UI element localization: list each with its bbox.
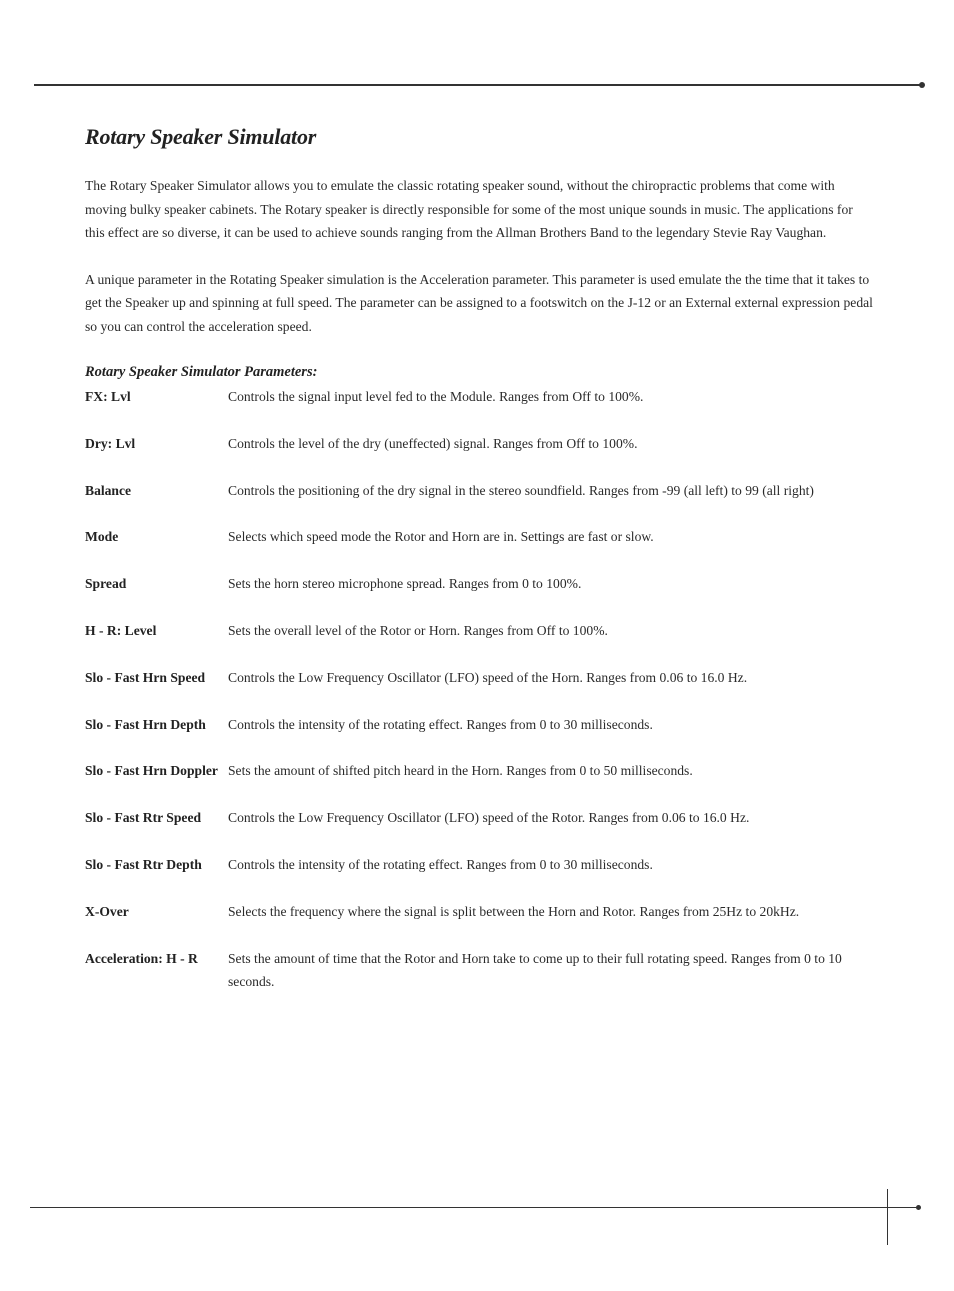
top-rule: [34, 84, 920, 86]
top-rule-dot: [919, 82, 925, 88]
bottom-rule: [30, 1207, 918, 1208]
param-row: [85, 853, 875, 876]
param-row: [85, 759, 875, 782]
param-row: [85, 666, 875, 689]
param-name: Slo - Fast Rtr Depth: [85, 856, 202, 872]
param-desc: Sets the amount of shifted pitch heard in the Horn. Ranges from 0 to 50 milliseconds.: [228, 763, 693, 779]
page-title: Rotary Speaker Simulator: [85, 124, 317, 149]
param-name: Slo - Fast Hrn Doppler: [85, 763, 218, 779]
param-row: [85, 619, 875, 642]
param-desc: Controls the Low Frequency Oscillator (LFO) speed of the Horn. Ranges from 0.06 to 16.0 Hz.: [228, 669, 748, 685]
param-desc: Controls the intensity of the rotating effect. Ranges from 0 to 30 milliseconds.: [228, 716, 653, 732]
params-list: [85, 385, 875, 993]
param-name: Acceleration: H - R: [85, 950, 198, 966]
param-name: FX: Lvl: [85, 389, 131, 404]
param-row: [85, 900, 875, 923]
param-desc: Selects which speed mode the Rotor and Horn are in. Settings are fast or slow.: [228, 529, 654, 545]
param-name: Slo - Fast Rtr Speed: [85, 810, 202, 826]
param-desc: Sets the horn stereo microphone spread. Ranges from 0 to 100%.: [228, 576, 582, 592]
param-row: [85, 713, 875, 736]
param-desc: Controls the intensity of the rotating effect. Ranges from 0 to 30 milliseconds.: [228, 856, 653, 872]
bottom-corner-mark: [887, 1189, 888, 1245]
param-row: [85, 432, 875, 455]
acceleration-paragraph: A unique parameter in the Rotating Speaker simulation is the Acceleration parameter. This parameter is used emulate the the time that it takes to get the Speaker up and spinning at full speed. The parameter can be assigned to a footswitch on the J-12 or an External external expression pedal so you can control the acceleration speed.: [85, 271, 873, 334]
param-desc: Controls the signal input level fed to the Module. Ranges from Off to 100%.: [228, 389, 644, 404]
page-content: [85, 124, 875, 1016]
param-desc: Sets the amount of time that the Rotor and Horn take to come up to their full rotating speed. Ranges from 0 to 10 seconds.: [228, 950, 842, 989]
param-name: H - R: Level: [85, 622, 157, 638]
param-name: X-Over: [85, 903, 129, 919]
param-row: [85, 572, 875, 595]
param-name: Slo - Fast Hrn Depth: [85, 716, 206, 732]
param-desc: Selects the frequency where the signal is split between the Horn and Rotor. Ranges from 25Hz to 20kHz.: [228, 903, 800, 919]
param-row: [85, 947, 875, 993]
param-desc: Sets the overall level of the Rotor or Horn. Ranges from Off to 100%.: [228, 622, 608, 638]
param-name: Balance: [85, 482, 132, 498]
param-desc: Controls the level of the dry (uneffected) signal. Ranges from Off to 100%.: [228, 435, 638, 451]
params-heading: Rotary Speaker Simulator Parameters:: [85, 364, 318, 380]
param-row: [85, 525, 875, 548]
param-name: Mode: [85, 529, 119, 545]
param-row: [85, 385, 875, 408]
param-row: [85, 806, 875, 829]
param-desc: Controls the positioning of the dry signal in the stereo soundfield. Ranges from -99 (all left) to 99 (all right): [228, 482, 814, 498]
param-name: Spread: [85, 576, 127, 592]
intro-paragraph: The Rotary Speaker Simulator allows you to emulate the classic rotating speaker sound, without the chiropractic problems that come with moving bulky speaker cabinets. The Rotary speaker is directly responsible for some of the most unique sounds in music. The applications for this effect are so diverse, it can be used to achieve sounds ranging from the Allman Brothers Band to the legendary Stevie Ray Vaughan.: [85, 178, 853, 240]
bottom-rule-dot: [916, 1205, 921, 1210]
param-desc: Controls the Low Frequency Oscillator (LFO) speed of the Rotor. Ranges from 0.06 to 16.0 Hz.: [228, 810, 750, 826]
param-name: Dry: Lvl: [85, 435, 136, 451]
param-row: [85, 479, 875, 502]
param-name: Slo - Fast Hrn Speed: [85, 669, 206, 685]
